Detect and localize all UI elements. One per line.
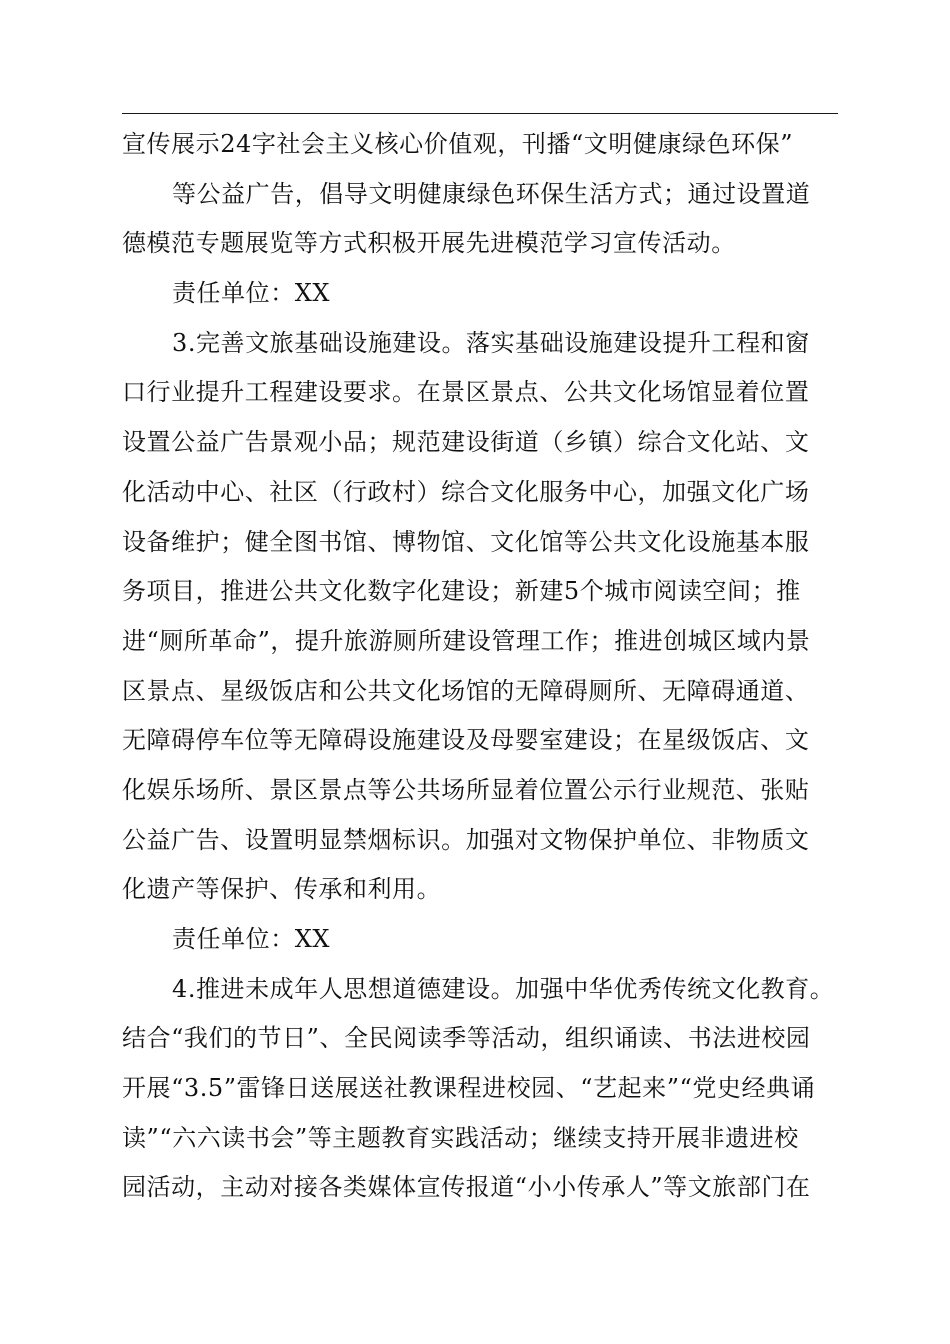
responsible-unit: 责任单位：XX: [172, 279, 331, 308]
text-line: 结合“我们的节日”、全民阅读季等活动，组织诵读、书法进校园: [122, 1024, 811, 1053]
document-body: [122, 120, 838, 1213]
text-line: 公益广告、设置明显禁烟标识。加强对文物保护单位、非物质文: [122, 825, 810, 854]
text-line: 化娱乐场所、景区景点等公共场所显着位置公示行业规范、张贴: [122, 775, 810, 804]
text-line: 无障碍停车位等无障碍设施建设及母婴室建设；在星级饭店、文: [122, 726, 810, 755]
text-line: 务项目，推进公共文化数字化建设；新建5个城市阅读空间；推: [122, 577, 801, 606]
text-line: 化遗产等保护、传承和利用。: [122, 875, 442, 904]
section-heading-4: 4.推进未成年人思想道德建设。加强中华优秀传统文化教育。: [172, 974, 835, 1003]
responsible-unit: 责任单位：XX: [172, 925, 331, 953]
text-line: 设备维护；健全图书馆、博物馆、文化馆等公共文化设施基本服: [122, 527, 810, 556]
text-line: 开展“3.5”雷锋日送展送社教课程进校园、“艺起来”“党史经典诵: [122, 1074, 816, 1103]
text-line: 德模范专题展览等方式积极开展先进模范学习宣传活动。: [122, 229, 736, 258]
header-rule: [122, 113, 838, 114]
text-line: 等公益广告，倡导文明健康绿色环保生活方式；通过设置道: [172, 179, 811, 208]
text-line: 进“厕所革命”，提升旅游厕所建设管理工作；推进创城区域内景: [122, 626, 811, 655]
text-line: 园活动，主动对接各类媒体宣传报道“小小传承人”等文旅部门在: [122, 1173, 811, 1202]
text-line: 读”“六六读书会”等主题教育实践活动；继续支持开展非遗进校: [122, 1123, 799, 1152]
text-line: 区景点、星级饭店和公共文化场馆的无障碍厕所、无障碍通道、: [122, 676, 810, 705]
text-line: 口行业提升工程建设要求。在景区景点、公共文化场馆显着位置: [122, 378, 810, 407]
text-line: 宣传展示24字社会主义核心价值观，刊播“文明健康绿色环保”: [122, 130, 794, 158]
text-line: 设置公益广告景观小品；规范建设街道（乡镇）综合文化站、文: [122, 428, 810, 457]
section-heading-3: 3.完善文旅基础设施建设。落实基础设施建设提升工程和窗: [172, 328, 810, 357]
text-line: 化活动中心、社区（行政村）综合文化服务中心，加强文化广场: [122, 477, 810, 506]
